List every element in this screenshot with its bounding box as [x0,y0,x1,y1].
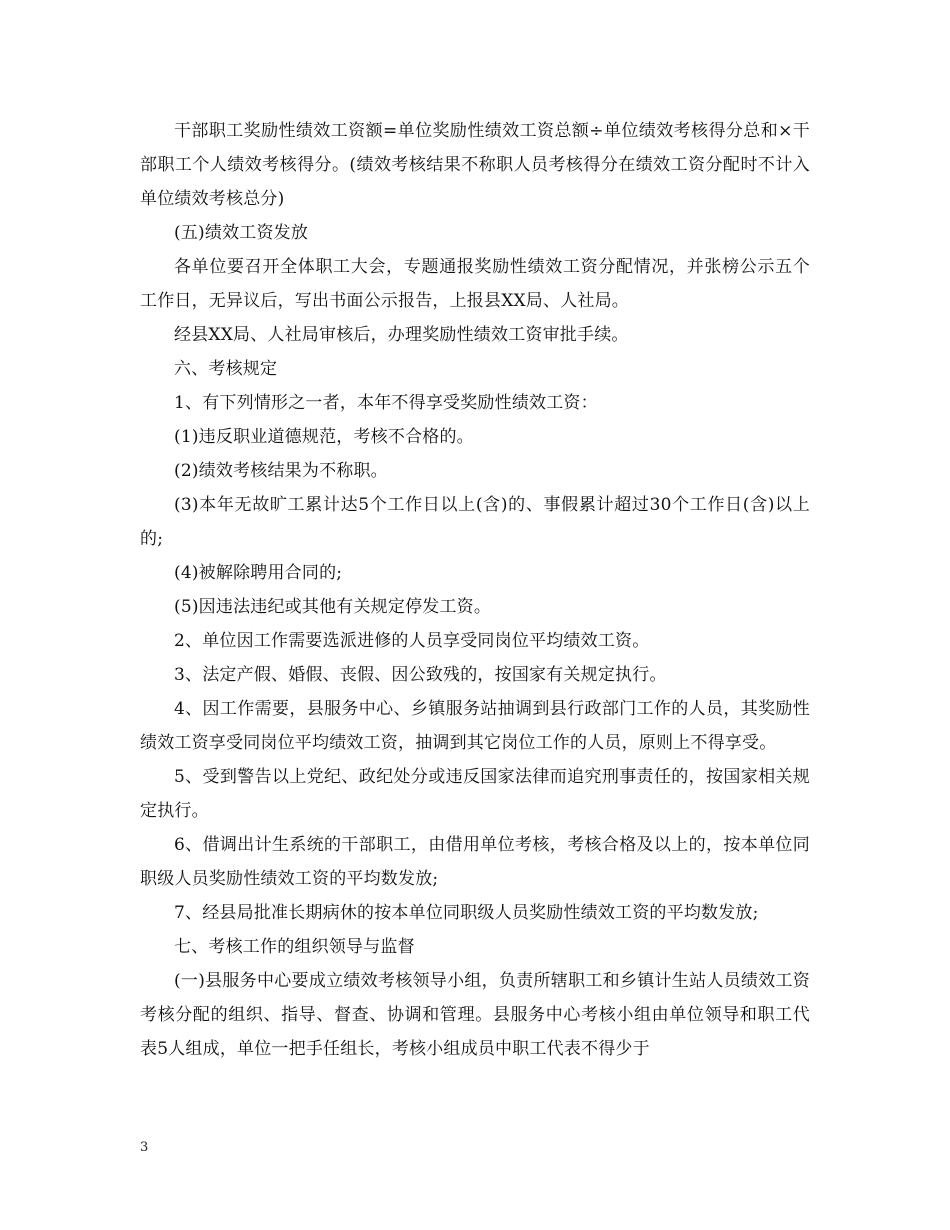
paragraph-staff-meeting: 各单位要召开全体职工大会，专题通报奖励性绩效工资分配情况，并张榜公示五个工作日，无异议后，写出书面公示报告，上报县XX局、人社局。 [140,257,810,311]
paragraph-rule-1-item-2: (2)绩效考核结果为不称职。 [174,461,388,481]
document-body [140,114,810,1066]
paragraph-rule-5: 5、受到警告以上党纪、政纪处分或违反国家法律而追究刑事责任的，按国家相关规定执行。 [140,767,810,821]
paragraph-salary-formula: 干部职工奖励性绩效工资额=单位奖励性绩效工资总额÷单位绩效考核得分总和×干部职工个人绩效考核得分。(绩效考核结果不称职人员考核得分在绩效工资分配时不计入单位绩效考核总分) [140,121,810,209]
paragraph-rule-1: 1、有下列情形之一者，本年不得享受奖励性绩效工资： [174,393,598,413]
paragraph-rule-1-item-1: (1)违反职业道德规范，考核不合格的。 [174,427,474,447]
paragraph-rule-1-item-4: (4)被解除聘用合同的; [174,563,343,583]
paragraph-rule-7: 7、经县局批准长期病休的按本单位同职级人员奖励性绩效工资的平均数发放; [174,903,759,923]
paragraph-approval-procedure: 经县XX局、人社局审核后，办理奖励性绩效工资审批手续。 [174,325,629,345]
paragraph-rule-6: 6、借调出计生系统的干部职工，由借用单位考核，考核合格及以上的，按本单位同职级人员奖励性绩效工资的平均数发放; [140,835,810,889]
paragraph-heading-organization: 七、考核工作的组织领导与监督 [174,937,415,957]
paragraph-heading-assessment-rules: 六、考核规定 [174,359,278,379]
paragraph-rule-2: 2、单位因工作需要选派进修的人员享受同岗位平均绩效工资。 [174,631,650,651]
paragraph-heading-salary-distribution: (五)绩效工资发放 [174,223,309,243]
paragraph-rule-1-item-5: (5)因违法违纪或其他有关规定停发工资。 [174,597,492,617]
paragraph-rule-1-item-3: (3)本年无故旷工累计达5个工作日以上(含)的、事假累计超过30个工作日(含)以上的; [140,495,810,549]
paragraph-rule-3: 3、法定产假、婚假、丧假、因公致残的，按国家有关规定执行。 [174,665,667,685]
paragraph-rule-4: 4、因工作需要，县服务中心、乡镇服务站抽调到县行政部门工作的人员，其奖励性绩效工资享受同岗位平均绩效工资，抽调到其它岗位工作的人员，原则上不得享受。 [140,699,810,753]
page-number: 3 [140,1140,149,1155]
paragraph-organization-1: (一)县服务中心要成立绩效考核领导小组，负责所辖职工和乡镇计生站人员绩效工资考核分配的组织、指导、督查、协调和管理。县服务中心考核小组由单位领导和职工代表5人组成，单位一把手任组长，考核小组成员中职工代表不得少于 [140,971,810,1059]
